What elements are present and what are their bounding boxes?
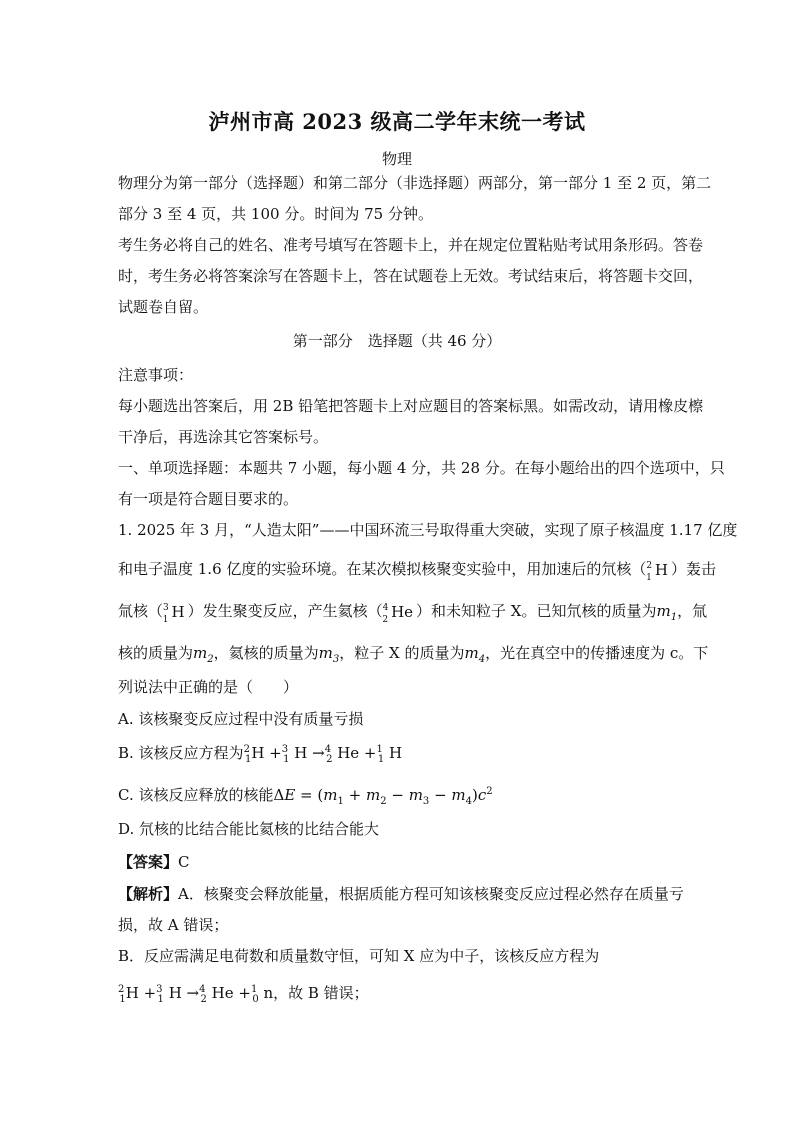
subject-label: 物理 (381, 150, 412, 168)
q1-line-1: 1. 2025 年 3 月，“人造太阳”——中国环流三号取得重大突破，实现了原子核温度 1.17 亿度 (118, 521, 738, 539)
analysis-line-3: B．反应需满足电荷数和质量数守恒，可知 X 应为中子，该核反应方程为 (118, 947, 600, 965)
page-title: 泸州市高 2023 级高二学年末统一考试 (208, 109, 586, 134)
intro-line-4: 时，考生务必将答案涂写在答题卡上，答在试题卷上无效。考试结束后，将答题卡交回， (118, 267, 704, 285)
energy-formula: $\Delta E = (m_1 + m_2 - m_3 - m_4)c^2$ (273, 786, 493, 807)
q1-line-3 (118, 600, 707, 623)
q1-text: 和电子温度 1.6 亿度的实验环境。在某次模拟核聚变实验中，用加速后的氘核（ (118, 560, 647, 578)
option-c-text: C. 该核反应释放的核能 (118, 786, 274, 804)
q1-text: 核的质量为 (118, 644, 194, 662)
option-c (118, 784, 493, 807)
notice-line-2: 干净后，再选涂其它答案标号。 (118, 428, 329, 446)
option-d: D. 氘核的比结合能比氦核的比结合能大 (118, 820, 380, 838)
part1-heading: 第一部分 选择题（共 46 分） (292, 332, 502, 350)
analysis-line-2: 损，故 A 错误； (118, 916, 229, 934)
q1-text: ，光在真空中的传播速度为 c。下 (485, 644, 709, 662)
q1-text: ，氦核的质量为 (213, 644, 319, 662)
mass-m4: $m_4$ (464, 644, 486, 665)
q1-line-2 (118, 558, 716, 583)
section1-line-2: 有一项是符合题目要求的。 (118, 490, 299, 508)
analysis-line-1 (118, 883, 684, 904)
q1-text: ）和未知粒子 X。已知氘核的质量为 (416, 602, 657, 620)
deuteron-symbol: $^2_1$ H (646, 560, 668, 583)
answer-value: C (178, 853, 190, 871)
mass-m2: $m_2$ (193, 644, 214, 665)
analysis-line-4 (118, 982, 369, 1005)
section1-line-1: 一、单项选择题：本题共 7 小题，每小题 4 分，共 28 分。在每小题给出的四个选项中，只 (118, 459, 725, 477)
notice-line-1: 每小题选出答案后，用 2B 铅笔把答题卡上对应题目的答案标黑。如需改动，请用橡皮檫 (118, 397, 704, 415)
intro-line-2: 部分 3 至 4 页，共 100 分。时间为 75 分钟。 (118, 205, 433, 223)
intro-line-1: 物理分为第一部分（选择题）和第二部分（非选择题）两部分，第一部分 1 至 2 页，第二 (118, 174, 712, 192)
answer-label: 【答案】 (118, 853, 179, 871)
mass-m3: $m_3$ (318, 644, 340, 665)
q1-text: ）轰击 (670, 560, 716, 578)
analysis-tail: ，故 B 错误； (273, 984, 369, 1002)
option-b (118, 742, 402, 765)
intro-line-5: 试题卷自留。 (118, 298, 209, 316)
intro-line-3: 考生务必将自己的姓名、准考号填写在答题卡上，并在规定位置粘贴考试用条形码。答卷 (118, 236, 704, 254)
answer-line (118, 851, 190, 872)
helium-symbol: $^4_2$ He (382, 602, 414, 625)
triton-symbol: $^3_1$ H (162, 602, 185, 625)
option-b-text: B. 该核反应方程为 (118, 744, 244, 762)
q1-line-5: 列说法中正确的是（ ） (118, 678, 299, 696)
reaction-equation-correct: $^2_1$H +$^3_1$ H →$^4_2$ He +$^1_0$ n (118, 984, 274, 1005)
q1-line-4 (118, 642, 708, 665)
option-a: A. 该核聚变反应过程中没有质量亏损 (118, 710, 364, 728)
analysis-text: A．核聚变会释放能量，根据质能方程可知该核聚变反应过程必然存在质量亏 (178, 885, 684, 903)
q1-text: ，粒子 X 的质量为 (339, 644, 465, 662)
mass-m1: $m_1$ (656, 602, 678, 623)
notice-heading: 注意事项： (118, 366, 194, 384)
q1-text: 氚核（ (118, 602, 164, 620)
reaction-equation-b: $^2_1$H +$^3_1$ H →$^4_2$ He +$^1_1$ H (243, 744, 403, 765)
analysis-label: 【解析】 (118, 885, 179, 903)
q1-text: ）发生聚变反应，产生氦核（ (187, 602, 383, 620)
q1-text: ，氚 (677, 602, 708, 620)
